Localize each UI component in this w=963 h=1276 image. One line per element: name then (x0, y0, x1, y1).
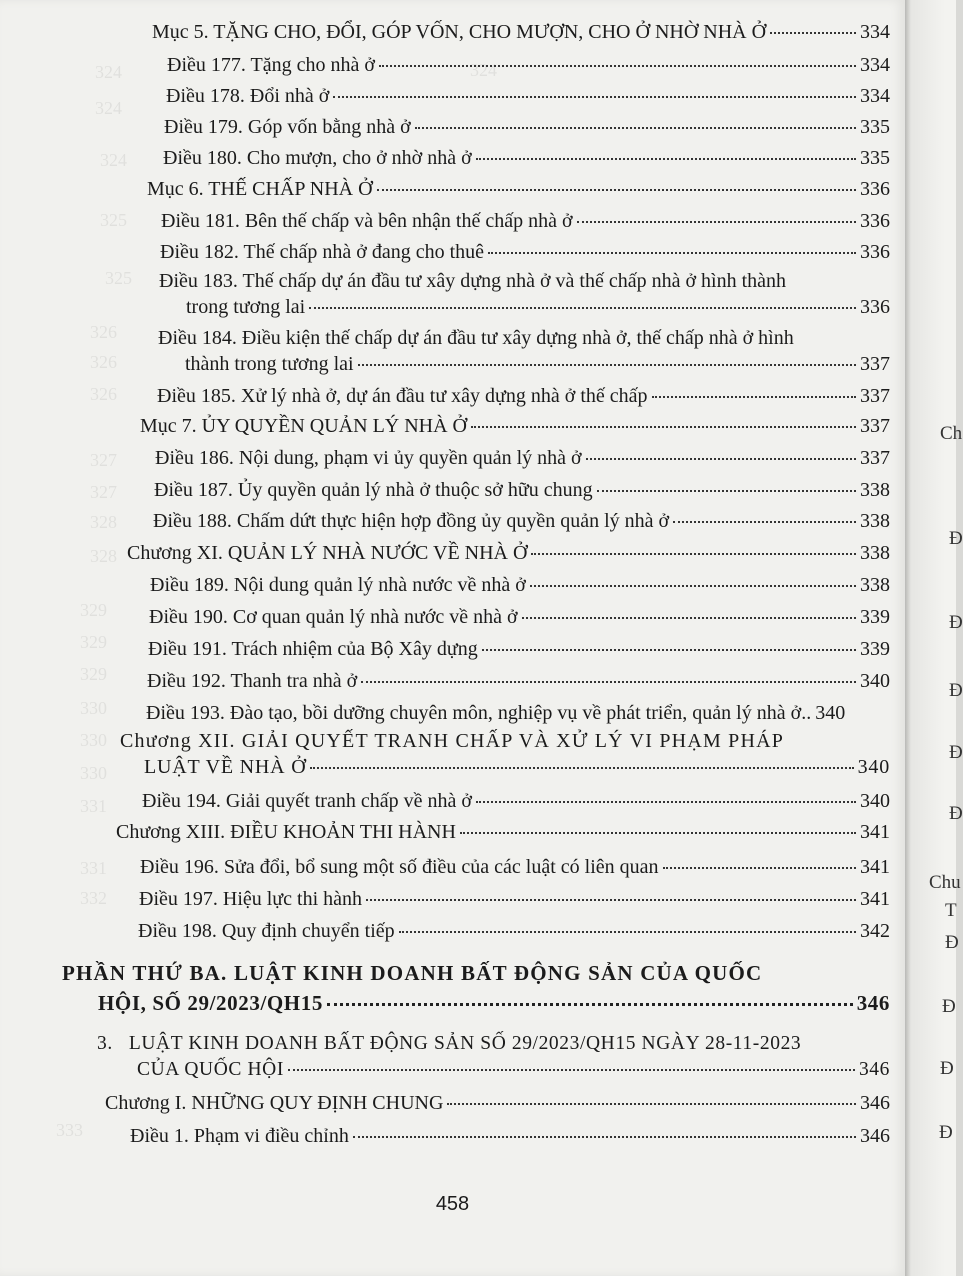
dot-leader (333, 96, 856, 98)
toc-page-number: 339 (860, 606, 890, 628)
toc-entry-dieu-1 (130, 1124, 890, 1148)
bleed-through-text: 324 (470, 60, 497, 80)
facing-page-fragment: T (945, 900, 957, 921)
toc-entry-chuong-xiii (116, 820, 890, 844)
bleed-through-text: 333 (56, 1120, 83, 1140)
facing-page-fragment: Đ (949, 803, 963, 824)
toc-page-number: 337 (860, 447, 890, 469)
toc-entry-label: Điều 181. Bên thế chấp và bên nhận thế chấp nhà ở (161, 210, 573, 232)
dot-leader (586, 458, 856, 460)
bleed-through-text: 331 (80, 796, 107, 816)
toc-page-number: 337 (860, 385, 890, 407)
toc-entry-label: Điều 183. Thế chấp dự án đầu tư xây dựng nhà ở và thế chấp nhà ở hình thành (159, 270, 787, 292)
toc-entry-label: Chương XII. GIẢI QUYẾT TRANH CHẤP VÀ XỬ LÝ VI PHẠM PHÁP (120, 730, 785, 752)
dot-leader (482, 649, 856, 651)
toc-entry-dieu-187 (154, 478, 890, 502)
bleed-through-text: 326 (90, 322, 117, 342)
toc-entry-dieu-182 (160, 240, 890, 264)
toc-page-number: 338 (860, 542, 890, 564)
toc-entry-dieu-193 (146, 701, 890, 725)
bleed-through-text: 326 (90, 352, 117, 372)
facing-page-fragment: Đ (949, 528, 963, 549)
dot-leader (379, 65, 856, 67)
dot-leader (415, 127, 856, 129)
bleed-through-text: 331 (80, 858, 107, 878)
toc-entry-label-continued: thành trong tương lai (185, 353, 354, 375)
toc-entry-label: Điều 177. Tặng cho nhà ở (167, 54, 375, 76)
toc-entry-dieu-186 (155, 446, 890, 470)
toc-entry-dieu-183 (159, 268, 890, 320)
dot-leader (476, 158, 856, 160)
bleed-through-text: 327 (90, 482, 117, 502)
toc-page-number: 337 (860, 353, 890, 375)
facing-page-fragment: Chu (929, 872, 961, 893)
bleed-through-text: 325 (105, 268, 132, 288)
toc-entry-label: Điều 190. Cơ quan quản lý nhà nước về nhà ở (149, 606, 518, 628)
dot-leader (310, 767, 853, 769)
toc-entry-dieu-179 (164, 115, 890, 139)
toc-entry-phan-thu-ba (62, 958, 890, 1018)
dot-leader (377, 189, 856, 191)
toc-entry-chuong-i (105, 1091, 890, 1115)
toc-page-number: 341 (860, 888, 890, 910)
toc-entry-number: 3. (97, 1033, 113, 1054)
toc-entry-label-continued: CỦA QUỐC HỘI (137, 1059, 284, 1080)
bleed-through-text: 326 (90, 384, 117, 404)
toc-entry-label: Điều 182. Thế chấp nhà ở đang cho thuê (160, 241, 485, 263)
dot-leader (673, 521, 856, 523)
toc-page-number: 339 (860, 638, 890, 660)
toc-entry-label-continued: trong tương lai (186, 296, 306, 318)
dot-leader (366, 899, 856, 901)
toc-entry-label: Mục 5. TẶNG CHO, ĐỔI, GÓP VỐN, CHO MƯỢN, CHO Ở NHỜ NHÀ Ở (152, 21, 767, 43)
dot-leader (327, 1003, 853, 1006)
toc-page-number: 336 (860, 210, 890, 232)
toc-entry-luat-kinh-doanh-bds (97, 1031, 890, 1083)
dot-leader (522, 617, 856, 619)
dot-leader (577, 221, 856, 223)
toc-part-heading: PHẦN THỨ BA. LUẬT KINH DOANH BẤT ĐỘNG SẢN CỦA QUỐC (62, 961, 763, 985)
toc-entry-dieu-184 (158, 325, 890, 377)
toc-entry-dieu-189 (150, 573, 890, 597)
toc-entry-label: Điều 180. Cho mượn, cho ở nhờ nhà ở (163, 147, 472, 169)
toc-entry-dieu-177 (167, 53, 890, 77)
dot-leader (471, 426, 856, 428)
toc-entry-label: Điều 191. Trách nhiệm của Bộ Xây dựng (148, 638, 478, 660)
dot-leader (597, 490, 856, 492)
facing-page-edge (905, 0, 963, 1276)
bleed-through-text: 328 (90, 512, 117, 532)
facing-page-fragment: Đ (939, 1122, 953, 1143)
toc-entry-label: Điều 198. Quy định chuyển tiếp (138, 920, 395, 942)
toc-page-number: 346 (858, 1059, 890, 1080)
toc-page-number: 341 (860, 856, 890, 878)
toc-entry-label: Chương XIII. ĐIỀU KHOẢN THI HÀNH (116, 821, 456, 843)
toc-page-number: 338 (860, 574, 890, 596)
toc-page-number: 334 (860, 54, 890, 76)
bleed-through-text: 329 (80, 664, 107, 684)
facing-page-fragment: Đ (949, 612, 963, 633)
dot-leader (663, 867, 856, 869)
toc-entry-muc-7 (140, 414, 890, 438)
toc-entry-label: Điều 197. Hiệu lực thi hành (139, 888, 363, 910)
toc-page-number: 340 (857, 756, 890, 778)
bleed-through-text: 325 (100, 210, 127, 230)
bleed-through-text: 330 (80, 698, 107, 718)
toc-entry-dieu-188 (153, 509, 890, 533)
bleed-through-text: 329 (80, 632, 107, 652)
toc-page-number: 336 (860, 178, 890, 200)
dot-leader (399, 931, 856, 933)
toc-page-number: 334 (860, 21, 890, 43)
dot-leader (447, 1103, 856, 1105)
dot-leader (288, 1069, 855, 1071)
toc-entry-dieu-198 (138, 919, 890, 943)
toc-entry-label: Điều 186. Nội dung, phạm vi ủy quyền quản lý nhà ở (155, 447, 582, 469)
toc-entry-dieu-180 (163, 146, 890, 170)
dot-leader (531, 553, 856, 555)
toc-page-number: 340 (815, 702, 846, 724)
toc-page-number: 346 (860, 1125, 890, 1147)
bleed-through-text: 324 (95, 98, 122, 118)
toc-entry-dieu-181 (161, 209, 890, 233)
toc-page-number: 340 (860, 670, 890, 692)
toc-page-number: 335 (860, 147, 890, 169)
toc-entry-dieu-185 (157, 384, 890, 408)
page-number: 458 (435, 1193, 470, 1215)
toc-entry-label: LUẬT KINH DOANH BẤT ĐỘNG SẢN SỐ 29/2023/QH15 NGÀY 28-11-2023 (128, 1033, 802, 1054)
toc-page-number: 346 (856, 991, 890, 1015)
bleed-through-text: 329 (80, 600, 107, 620)
dot-leader (488, 252, 856, 254)
toc-part-heading-continued: HỘI, SỐ 29/2023/QH15 (98, 991, 323, 1015)
toc-entry-label: Điều 188. Chấm dứt thực hiện hợp đồng ủy quyền quản lý nhà ở (153, 510, 670, 532)
toc-entry-label: Điều 187. Ủy quyền quản lý nhà ở thuộc sở hữu chung (154, 479, 593, 501)
dot-leader (358, 364, 856, 366)
toc-page-number: 338 (860, 510, 890, 532)
toc-entry-label: Điều 194. Giải quyết tranh chấp về nhà ở (142, 790, 472, 812)
toc-entry-chuong-xi (127, 541, 890, 565)
toc-page-number: 334 (860, 85, 890, 107)
toc-entry-dieu-192 (147, 669, 890, 693)
bleed-through-text: 330 (80, 763, 107, 783)
dot-leader (353, 1136, 856, 1138)
toc-entry-dieu-196 (140, 855, 890, 879)
toc-page-number: 340 (860, 790, 890, 812)
toc-entry-label-continued: LUẬT VỀ NHÀ Ở (144, 756, 307, 778)
bleed-through-text: 328 (90, 546, 117, 566)
toc-entry-chuong-xii (120, 728, 890, 780)
toc-entry-dieu-178 (166, 84, 890, 108)
toc-entry-muc-6 (147, 177, 890, 201)
facing-page-fragment: Đ (949, 742, 963, 763)
toc-entry-label: Điều 179. Góp vốn bằng nhà ở (164, 116, 411, 138)
bleed-through-text: 330 (80, 730, 107, 750)
toc-page-number: 346 (860, 1092, 890, 1114)
toc-page-number: 342 (860, 920, 890, 942)
bleed-through-text: 324 (100, 150, 127, 170)
toc-entry-dieu-194 (142, 789, 890, 813)
toc-entry-label: Chương XI. QUẢN LÝ NHÀ NƯỚC VỀ NHÀ Ở (127, 542, 528, 564)
toc-entry-label: Điều 196. Sửa đổi, bổ sung một số điều của các luật có liên quan (140, 856, 659, 878)
toc-entry-label: Điều 184. Điều kiện thế chấp dự án đầu tư xây dựng nhà ở, thế chấp nhà ở hình (158, 327, 794, 349)
toc-page-number: 338 (860, 479, 890, 501)
facing-page-fragment: Đ (949, 680, 963, 701)
bleed-through-text: 324 (95, 62, 122, 82)
toc-page-number: 335 (860, 116, 890, 138)
toc-entry-dieu-190 (149, 605, 890, 629)
toc-page-number: 337 (860, 415, 890, 437)
toc-entry-label: Mục 6. THẾ CHẤP NHÀ Ở (147, 178, 373, 200)
facing-page-fragment: Ch (940, 423, 963, 444)
toc-entry-dieu-197 (139, 887, 890, 911)
dot-leader (530, 585, 856, 587)
toc-page-number: 336 (860, 296, 890, 318)
dot-leader (770, 32, 856, 34)
dot-leader (309, 307, 856, 309)
dot-leader (476, 801, 856, 803)
toc-entry-muc-5 (152, 20, 890, 44)
toc-entry-label: Điều 178. Đổi nhà ở (166, 85, 330, 107)
toc-entry-label: Điều 185. Xử lý nhà ở, dự án đầu tư xây dựng nhà ở thế chấp (157, 385, 648, 407)
toc-entry-label: Điều 192. Thanh tra nhà ở (147, 670, 358, 692)
dot-leader (652, 396, 856, 398)
bleed-through-text: 332 (80, 888, 107, 908)
bleed-through-text: 327 (90, 450, 117, 470)
dot-leader (460, 832, 856, 834)
toc-entry-dieu-191 (148, 637, 890, 661)
toc-entry-label: Điều 1. Phạm vi điều chỉnh (130, 1125, 349, 1147)
toc-page-number: 341 (860, 821, 890, 843)
toc-entry-label: Điều 193. Đào tạo, bồi dưỡng chuyên môn, nghiệp vụ về phát triển, quản lý nhà ở.. (146, 702, 812, 724)
facing-page-fragment: Đ (942, 996, 956, 1017)
toc-page-number: 336 (860, 241, 890, 263)
toc-entry-label: Chương I. NHỮNG QUY ĐỊNH CHUNG (105, 1092, 444, 1114)
facing-page-fragment: Đ (940, 1058, 954, 1079)
facing-page-fragment: Đ (945, 932, 959, 953)
toc-entry-label: Điều 189. Nội dung quản lý nhà nước về nhà ở (150, 574, 526, 596)
toc-entry-label: Mục 7. ỦY QUYỀN QUẢN LÝ NHÀ Ở (140, 415, 468, 437)
dot-leader (361, 681, 856, 683)
